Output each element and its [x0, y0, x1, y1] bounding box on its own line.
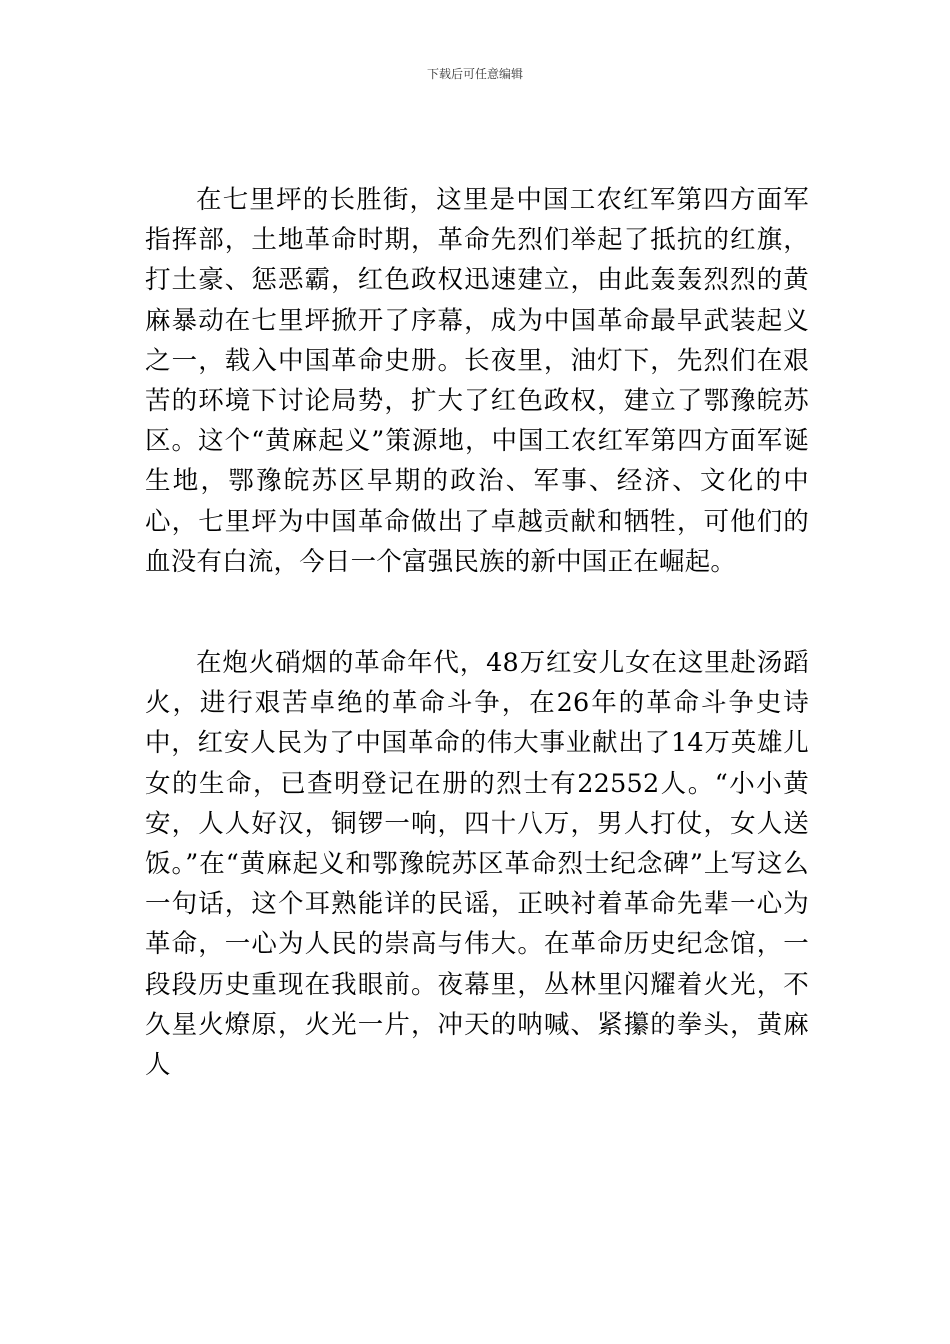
- document-body: [145, 180, 809, 1085]
- paragraph-hongan-revolution: 在炮火硝烟的革命年代，48万红安儿女在这里赴汤蹈火，进行艰苦卓绝的革命斗争，在26年的革命斗争史诗中，红安人民为了中国革命的伟大事业献出了14万英雄儿女的生命，已查明登记在册的烈士有22552人。“小小黄安，人人好汉，铜锣一响，四十八万，男人打仗，女人送饭。”在“黄麻起义和鄂豫皖苏区革命烈士纪念碑”上写这么一句话，这个耳熟能详的民谣，正映衬着革命先辈一心为革命，一心为人民的崇高与伟大。在革命历史纪念馆，一段段历史重现在我眼前。夜幕里，丛林里闪耀着火光，不久星火燎原，火光一片，冲天的呐喊、紧攥的拳头，黄麻人: [145, 648, 809, 1081]
- paragraph-qiliping: 在七里坪的长胜街，这里是中国工农红军第四方面军指挥部，土地革命时期，革命先烈们举起了抵抗的红旗，打土豪、惩恶霸，红色政权迅速建立，由此轰轰烈烈的黄麻暴动在七里坪掀开了序幕，成为中国革命最早武装起义之一，载入中国革命史册。长夜里，油灯下，先烈们在艰苦的环境下讨论局势，扩大了红色政权，建立了鄂豫皖苏区。这个“黄麻起义”策源地，中国工农红军第四方面军诞生地，鄂豫皖苏区早期的政治、军事、经济、文化的中心，七里坪为中国革命做出了卓越贡献和牺牲，可他们的血没有白流，今日一个富强民族的新中国正在崛起。: [145, 185, 809, 577]
- page-header: 下载后可任意编辑: [426, 67, 523, 81]
